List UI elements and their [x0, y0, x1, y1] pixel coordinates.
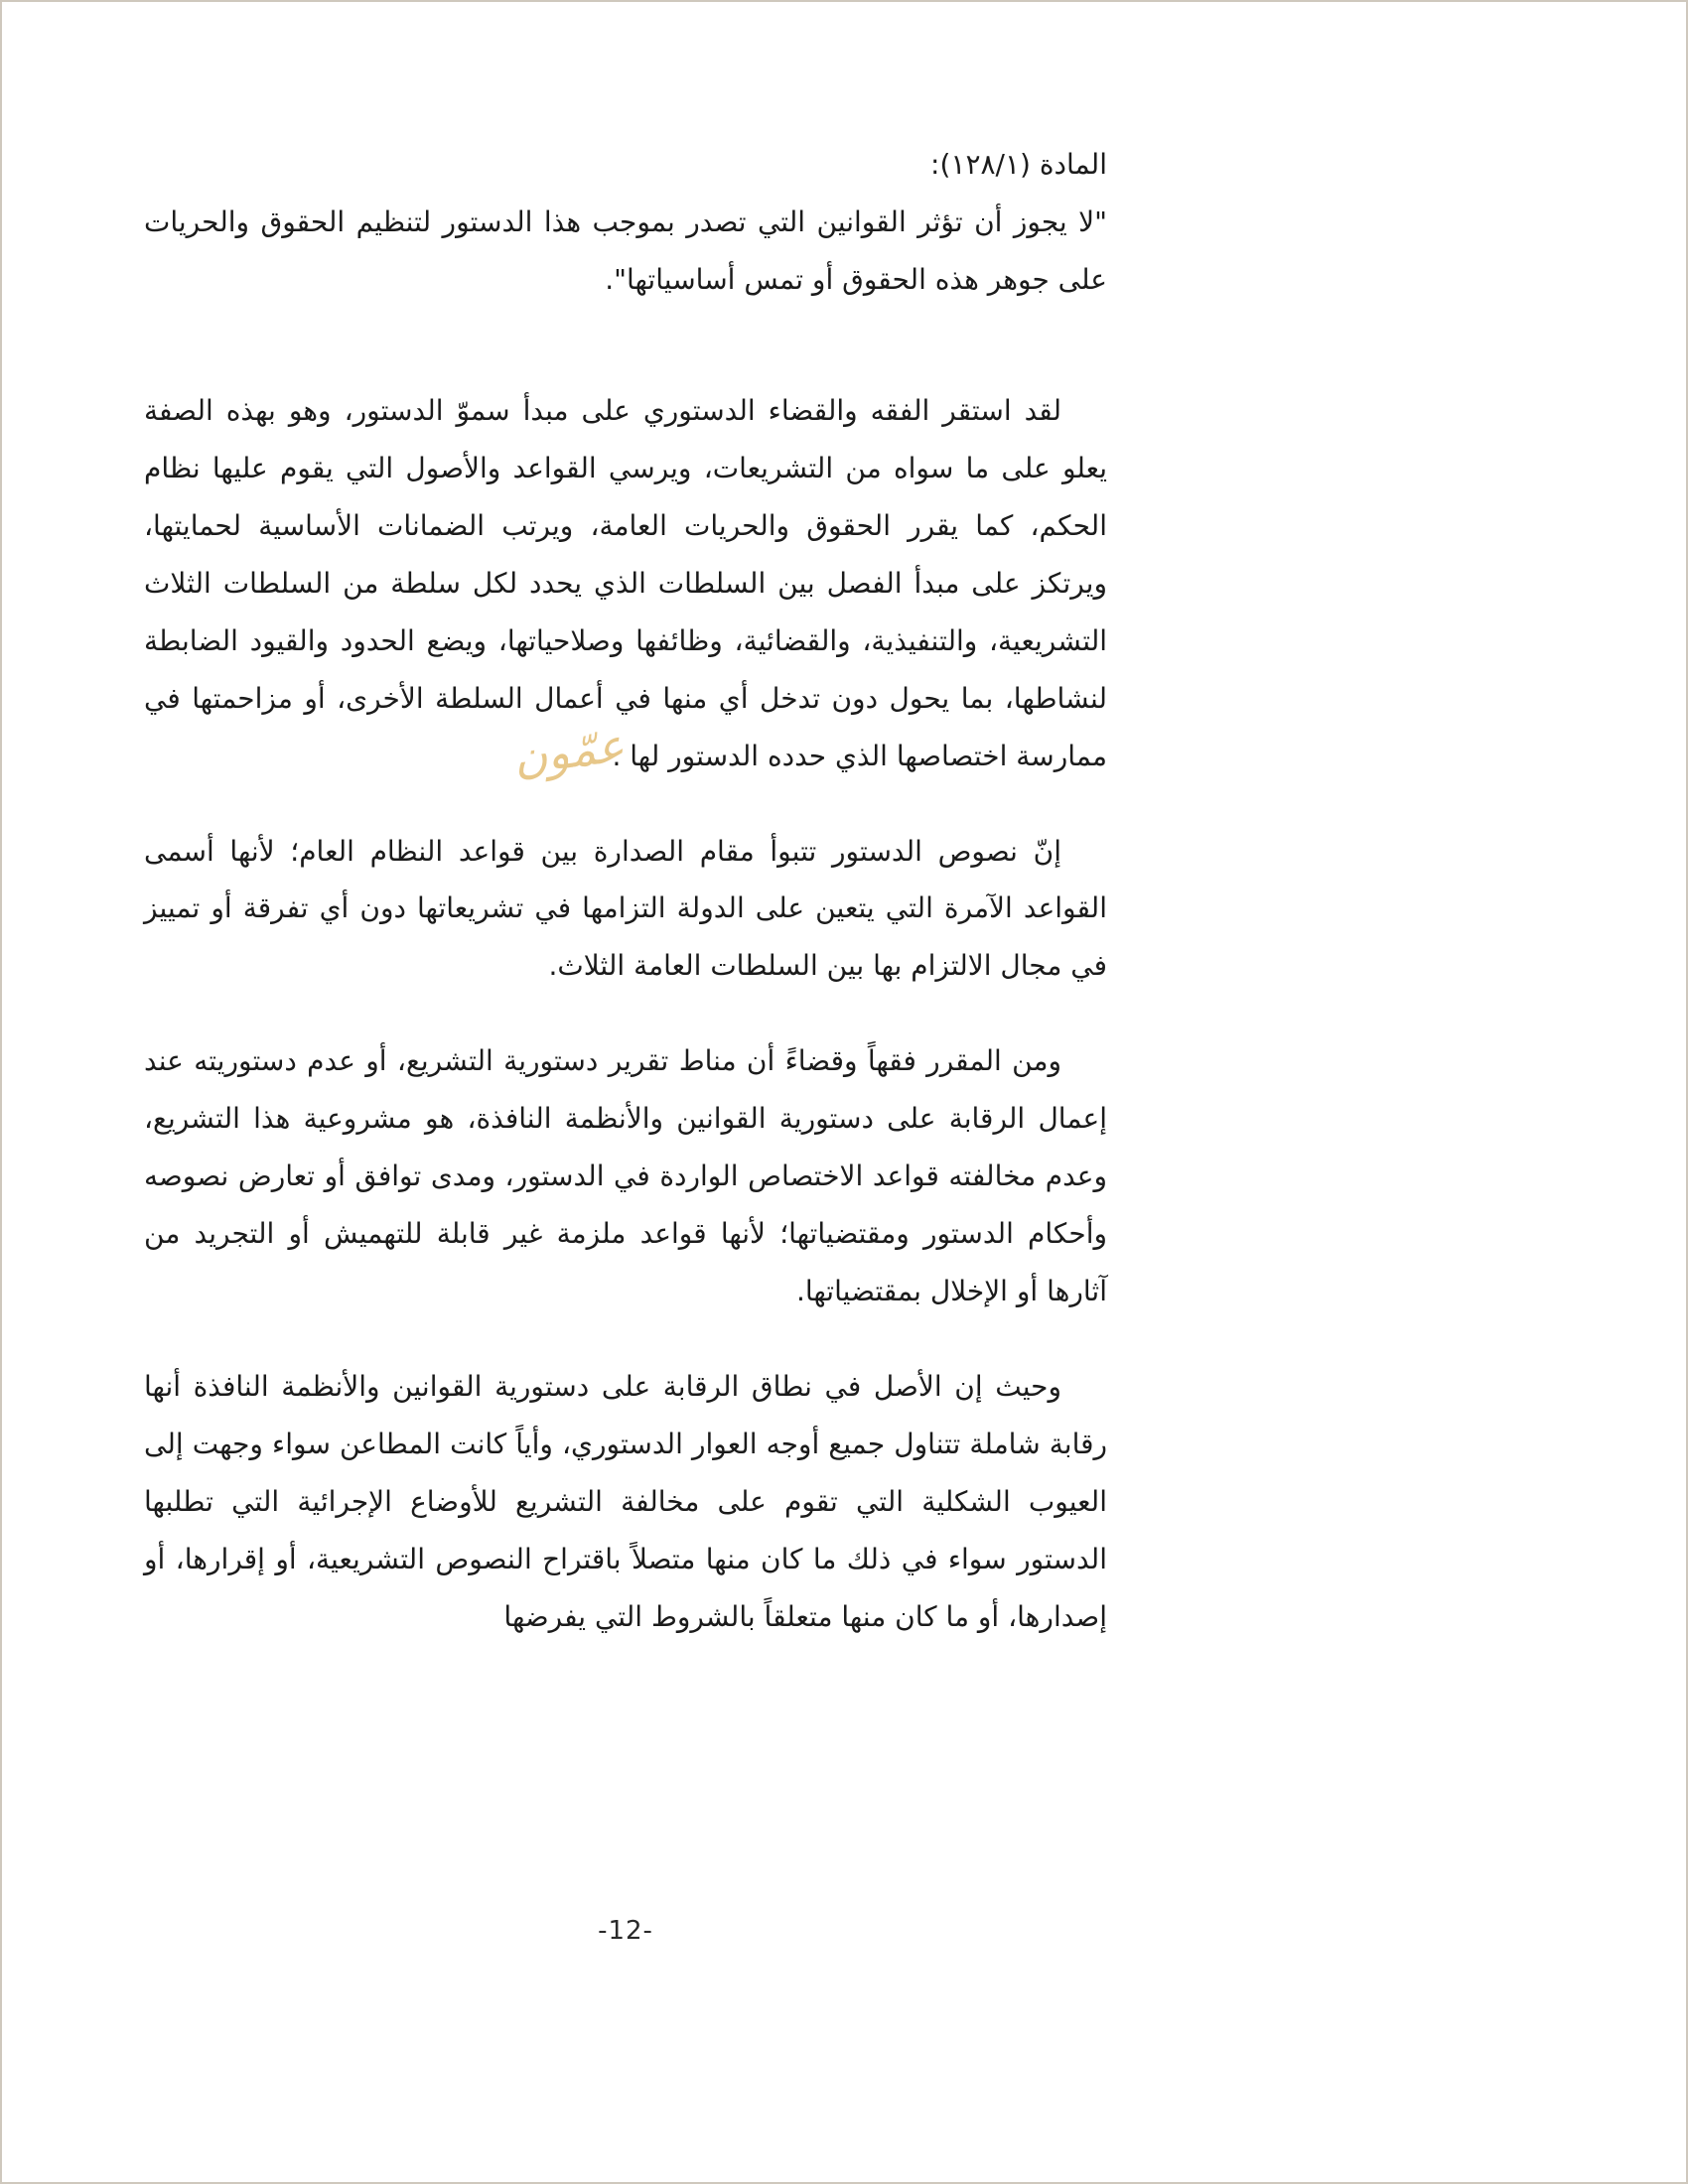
paragraph-2: إنّ نصوص الدستور تتبوأ مقام الصدارة بين قواعد النظام العام؛ لأنها أسمى القواعد الآمرة التي يتعين على الدولة التزامها في تشريعاتها دون أي تفرقة أو تمييز في مجال الالتزام بها بين السلطات العامة الثلاث.	[144, 834, 1107, 983]
document-body	[144, 136, 1107, 1646]
watermark-stamp: عمّون	[510, 718, 628, 785]
article-quote-text: "لا يجوز أن تؤثر القوانين التي تصدر بموجب هذا الدستور لتنظيم الحقوق والحريات على جوهر هذه الحقوق أو تمس أساسياتها".	[144, 205, 1107, 296]
paragraph-3: ومن المقرر فقهاً وقضاءً أن مناط تقرير دستورية التشريع، أو عدم دستوريته عند إعمال الرقابة على دستورية القوانين والأنظمة النافذة، هو مشروعية هذا التشريع، وعدم مخالفته قواعد الاختصاص الواردة في الدستور، ومدى توافق أو تعارض نصوصه وأحكام الدستور ومقتضياتها؛ لأنها قواعد ملزمة غير قابلة للتهميش أو التجريد من آثارها أو الإخلال بمقتضياتها.	[144, 1044, 1107, 1308]
paragraph-1: لقد استقر الفقه والقضاء الدستوري على مبدأ سموّ الدستور، وهو بهذه الصفة يعلو على ما سواه من التشريعات، ويرسي القواعد والأصول التي يقوم عليها نظام الحكم، كما يقرر الحقوق والحريات العامة، ويرتب الضمانات الأساسية لحمايتها، ويرتكز على مبدأ الفصل بين السلطات الذي يحدد لكل سلطة من السلطات الثلاث التشريعية، والتنفيذية، والقضائية، وظائفها وصلاحياتها، ويضع الحدود والقيود الضابطة لنشاطها، بما يحول دون تدخل أي منها في أعمال السلطة الأخرى، أو مزاحمتها في ممارسة اختصاصها الذي حدده الدستور لها .	[144, 393, 1107, 772]
page-number: -12-	[598, 1916, 653, 1946]
article-heading: المادة (١٢٨/١):	[930, 148, 1107, 181]
paragraph-4: وحيث إن الأصل في نطاق الرقابة على دستورية القوانين والأنظمة النافذة أنها رقابة شاملة تتناول جميع أوجه العوار الدستوري، وأياً كانت المطاعن سواء وجهت إلى العيوب الشكلية التي تقوم على مخالفة التشريع للأوضاع الإجرائية التي تطلبها الدستور سواء في ذلك ما كان منها متصلاً باقتراح النصوص التشريعية، أو إقرارها، أو إصدارها، أو ما كان منها متعلقاً بالشروط التي يفرضها	[144, 1370, 1107, 1633]
